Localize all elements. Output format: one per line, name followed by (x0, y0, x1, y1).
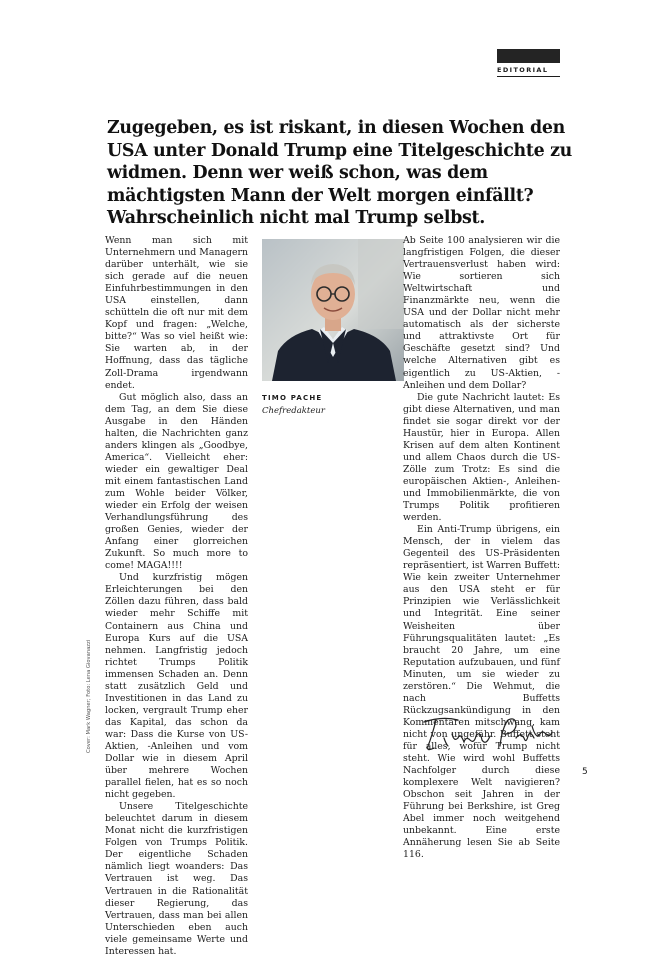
page-number: 5 (582, 767, 588, 777)
paragraph: Ein Anti-Trump übrigens, ein Mensch, der in vielem das Gegenteil des US-Präsidenten repräsentiert, ist Warren Buffett: Wie kein zweiter Unternehmer aus den USA steht er für Prinzipien wie Verlässlichkeit und Integrität. Eine seiner Weisheiten über Führungsqualitäten lautet: „Es braucht 20 Jahre, um eine Reputation aufzubauen, und fünf Minuten, um sie wieder zu zerstören.“ Die Wehmut, die nach Buffetts Rückzugsankündigung in den Kommentaren mitschwang, kam nicht von ungefähr. Buffett steht für alles, wofür Trump nicht steht. Wie wird wohl Buffetts Nachfolger durch diese komplexere Welt navigieren? Obschon seit Jahren in der Führung bei Berkshire, ist Greg Abel immer noch weitgehend unbekannt. Eine erste Annäherung lesen Sie ab Seite 116. (403, 524, 560, 861)
photo-credit: Cover: Mark Wagner; Foto: Lena Giovanazzi (86, 639, 92, 753)
paragraph: Und kurzfristig mögen Erleichterungen bei den Zöllen dazu führen, dass bald wieder mehr Schiffe mit Containern aus China und Europa Kurs auf die USA nehmen. Langfristig jedoch richtet Trumps Politik immensen Schaden an. Denn statt zusätzlich Geld und Investitionen in das Land zu locken, vergrault Trump eher das Kapital, das schon da war: Dass die Kurse von US-Aktien, -Anleihen und vom Dollar wie in diesem April über mehrere Wochen parallel fielen, hat es so noch nicht gegeben. (105, 572, 248, 801)
author-name: TIMO PACHE (262, 394, 323, 402)
body-column-right (403, 235, 560, 861)
paragraph: Unsere Titelgeschichte beleuchtet darum in diesem Monat nicht die kurzfristigen Folgen von Trumps Politik. Der eigentliche Schaden nämlich liegt woanders: Das Vertrauen ist weg. Das Vertrauen in die Rationalität dieser Regierung, das Vertrauen, dass man bei allen Unterschieden eben auch viele gemeinsame Werte und Interessen hat. (105, 801, 248, 957)
paragraph: Gut möglich also, dass an dem Tag, an dem Sie diese Ausgabe in den Händen halten, die Nachrichten ganz anders klingen als „Goodbye, America“. Vielleicht eher: wieder ein gewaltiger Deal mit einem fantastischen Land zum Wohle beider Völker, wieder ein Erfolg der weisen Verhandlungsführung des großen Genies, wieder der Anfang einer glorreichen Zukunft. So much more to come! MAGA!!!! (105, 391, 248, 572)
author-portrait-image (262, 239, 404, 381)
section-label: EDITORIAL (497, 66, 549, 74)
author-role: Chefredakteur (262, 406, 325, 416)
headline: Zugegeben, es ist riskant, in diesen Wochen den USA unter Donald Trump eine Titelgeschichte zu widmen. Denn wer weiß schon, was dem mächtigsten Mann der Welt morgen einfällt? Wahrscheinlich nicht mal Trump selbst. (107, 118, 573, 228)
author-portrait (262, 239, 404, 381)
paragraph: Ab Seite 100 analysieren wir die langfristigen Folgen, die dieser Vertrauensverlust haben wird: Wie sortieren sich Weltwirtschaft und Finanzmärkte neu, wenn die USA und der Dollar nicht mehr automatisch als der sicherste und attraktivste Ort für Geschäfte gesetzt sind? Und welche Alternativen gibt es eigentlich zu US-Aktien, -Anleihen und dem Dollar? (403, 235, 560, 391)
paragraph: Wenn man sich mit Unternehmern und Managern darüber unterhält, wie sie sich gerade auf die neuen Einfuhrbestimmungen in den USA einstellen, dann schütteln die oft nur mit dem Kopf und fragen: „Welche, bitte?“ Was so viel heißt wie: Sie warten ab, in der Hoffnung, dass das tägliche Zoll-Drama irgendwann endet. (105, 235, 248, 391)
paragraph: Die gute Nachricht lautet: Es gibt diese Alternativen, und man findet sie sogar direkt vor der Haustür, hier in Europa. Allen Krisen auf dem alten Kontinent und allem Chaos durch die US-Zölle zum Trotz: Es sind die europäischen Aktien-, Anleihen- und Immobilienmärkte, die von Trumps Politik profitieren werden. (403, 391, 560, 524)
section-tag-block (497, 49, 560, 63)
author-signature (420, 712, 555, 758)
section-rule (497, 76, 560, 77)
body-column-left (105, 235, 248, 958)
